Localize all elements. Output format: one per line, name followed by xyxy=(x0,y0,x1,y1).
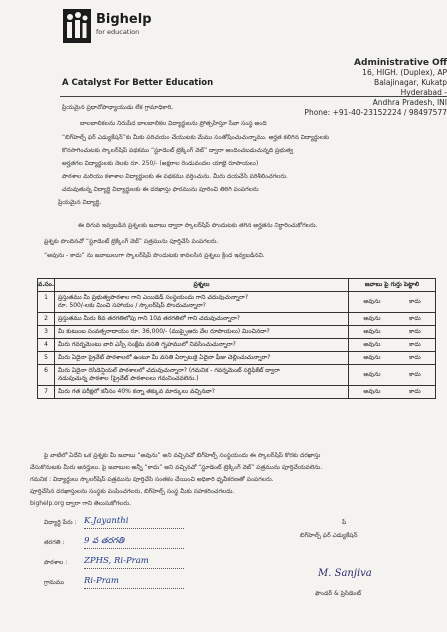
office-title: Administrative Off xyxy=(354,58,447,68)
field-value-student-name[interactable]: K.Jayanthi xyxy=(84,516,129,526)
table-row xyxy=(38,338,435,351)
answer-yes[interactable]: అవును xyxy=(363,298,381,305)
body-line: పాఠశాల మరియు కళాశాల విద్యార్థులకు ఈ పథకము వర్తించును. మీరు దయచేసి పరిశీలించగలరు. xyxy=(62,173,288,180)
row-number: 7 xyxy=(38,386,55,398)
answer-cell xyxy=(349,365,435,385)
brand-name: Bighelp xyxy=(96,12,152,27)
address-line: 16, HIGH. (Duplex), AP xyxy=(362,68,447,77)
table-row xyxy=(38,291,435,312)
table-row xyxy=(38,385,435,398)
answer-no[interactable]: కాదు xyxy=(409,315,421,322)
answer-cell xyxy=(349,292,435,312)
answer-yes[interactable]: అవును xyxy=(363,354,381,361)
field-underline xyxy=(84,568,184,569)
address-line: Hyderabad - xyxy=(400,88,447,97)
body-line: చదువుతున్న విద్యార్థి విద్యార్థులకు ఈ దరఖాస్తు ఫారమును పూరించి తిరిగి పంపగలరు xyxy=(62,186,259,193)
field-underline xyxy=(84,528,184,529)
footer-line: bighelp.org ద్వారా గాని తెలుసుకోగలరు. xyxy=(30,500,132,507)
body-line: కొనసాగించుటకు స్కాలర్‌షిప్ పథకము “స్టూడెంట్ ట్రెక్కింగ్ వెబ్” ద్వారా అందించబడుచున్నది ప్రభుత్వ xyxy=(62,147,294,154)
footer-line: గమనిక : విద్యార్థులు స్కాలర్‌షిప్ పత్రమును పూర్తిచేసి సంతకం చేయించి అధికారి ధృవీకరణతో పంపగలరు. xyxy=(30,476,274,483)
answer-no[interactable]: కాదు xyxy=(409,328,421,335)
answer-cell xyxy=(349,326,435,338)
eligibility-table xyxy=(37,278,436,399)
salutation: ప్రియమైన ప్రధానోపాధ్యాయుడు లేక గ్రామాధికారి, xyxy=(62,104,174,111)
table-row xyxy=(38,325,435,338)
student-salutation: ప్రియమైన విద్యార్థి, xyxy=(58,199,102,206)
table-row xyxy=(38,364,435,385)
brand-subtitle: for education xyxy=(96,28,140,36)
question-text xyxy=(55,326,349,338)
question-line: ప్రస్తుతము మీ ప్రభుత్వపాఠశాల గాని ఎయిడెడ్ సంస్థయందు గాని చదువుచున్నారా? xyxy=(58,294,249,301)
answer-cell xyxy=(349,386,435,398)
from-label: పీ xyxy=(342,519,347,526)
body-line: ఈ దిగువ ఇవ్వబడిన ప్రశ్నలకు జవాబు ద్వారా స్కాలర్‌షిప్ పొందుటకు తగిన అర్హతను నిర్ధారించుకోగలరు. xyxy=(78,222,318,229)
question-text xyxy=(55,339,349,351)
body-line: ఫ్రశ్నకు పొందినచో “స్టూడెంట్ ట్రెక్కింగ్ వెబ్” పత్రమును పూర్తిచేసి పంపగలరు. xyxy=(44,238,219,245)
organization-name: బిగ్‌హెల్ప్ ఫర్ ఎడ్యుకేషన్ xyxy=(300,532,358,539)
address-line: Balajinagar, Kukatp xyxy=(374,78,447,87)
field-underline xyxy=(84,548,184,549)
field-value-village[interactable]: Ri-Pram xyxy=(84,576,119,586)
row-number: 1 xyxy=(38,292,55,312)
tagline: A Catalyst For Better Education xyxy=(62,78,214,88)
question-line: నడుపుచున్న పాఠశాల (ప్రైవేట్ పాఠశాలలు గమనించవలెను.) xyxy=(58,375,199,382)
field-value-class[interactable]: 9 వ తరగతి xyxy=(84,536,125,546)
field-label-village: గ్రామము xyxy=(44,579,65,586)
footer-line: పై వాటిలో ఏదేని ఒక ప్రశ్నకు మీ జవాబు “అవును” అని వచ్చినచో బిగ్‌హెల్ప్ సంస్థయందు ఈ స్కాలర్‌షిప్ కొరకు దరఖాస్తు xyxy=(44,452,321,459)
table-header-row xyxy=(38,279,435,291)
answer-no[interactable]: కాదు xyxy=(409,298,421,305)
answer-no[interactable]: కాదు xyxy=(409,354,421,361)
row-number: 2 xyxy=(38,313,55,325)
answer-cell xyxy=(349,352,435,364)
designation: ఫౌండర్ & ప్రెసిడెంట్ xyxy=(315,590,362,597)
question-line: మీ కుటుంబ సంవత్సరాదాయం రూ. 36,000/- (ముప్పైఆరు వేల రూపాయలు) మించినదా? xyxy=(58,328,270,335)
question-text xyxy=(55,386,349,398)
row-number: 4 xyxy=(38,339,55,351)
question-text xyxy=(55,365,349,385)
field-label-class: తరగతి : xyxy=(44,539,65,546)
question-line: ప్రస్తుతము మీరు 8వ తరగతిలోపు గాని 10వ తరగతిలో గాని చదువుచున్నారా? xyxy=(58,315,240,322)
table-row xyxy=(38,312,435,325)
body-line: “బిగ్‌హెల్ప్ ఫర్ ఎడ్యుకేషన్”కు మీకు పరిచయం చేయుటకు మేము సంతోషించుచున్నాము. అర్హత కలిగిన విద్యార్థులకు xyxy=(62,134,330,141)
letterhead-divider xyxy=(60,96,447,97)
question-text xyxy=(55,313,349,325)
question-text xyxy=(55,352,349,364)
address-line: Andhra Pradesh, INI xyxy=(372,98,447,107)
question-line: రూ. 500/-లకు మించి సహాయం / స్కాలర్‌షిప్ పొందుచున్నారా? xyxy=(58,302,206,309)
bighelp-logo-icon xyxy=(63,9,91,43)
answer-no[interactable]: కాదు xyxy=(409,388,421,395)
answer-yes[interactable]: అవును xyxy=(363,388,381,395)
question-text xyxy=(55,292,349,312)
body-line: బాలబాలికలను నిరుపేద బాలబాలికల విద్యార్థులను ప్రోత్సహిస్తూ సేవా సంస్థ అంది xyxy=(80,120,267,127)
table-row xyxy=(38,351,435,364)
footer-line: పూర్తిచేసిన దరఖాస్తులను సంస్థకు పంపించగలరు, బిగ్‌హెల్ప్ సంస్థ మీకు సహకరించగలదు. xyxy=(30,488,235,495)
row-number: 6 xyxy=(38,365,55,385)
question-line: మీరు ఏదైనా ప్రైవేట్ పాఠశాలలో ఉంటూ మీ వసతి ఏర్పాటుకై ఏదైనా ఫీజు చెల్లించుచున్నారా? xyxy=(58,354,271,361)
row-number: 5 xyxy=(38,352,55,364)
answer-no[interactable]: కాదు xyxy=(409,371,421,378)
column-header-number: వ.సం. xyxy=(38,279,55,291)
body-line: అర్హతగల విద్యార్థులకు నెలకు రూ. 250/- (అక్షరాల రెండువందల యాభై రూపాయలు) xyxy=(62,160,259,167)
question-line: మీరు గవర్నమెంటు వారి ఎస్సీ సంక్షేమ వసతి గృహములో నివసించుచున్నారా? xyxy=(58,341,236,348)
column-header-question: ప్రశ్నలు xyxy=(55,279,349,291)
answer-cell xyxy=(349,339,435,351)
answer-no[interactable]: కాదు xyxy=(409,341,421,348)
answer-yes[interactable]: అవును xyxy=(363,315,381,322)
field-underline xyxy=(84,588,184,589)
question-line: మీరు ఏదైనా రెసిడెన్షియల్ పాఠశాలలో చదువుచున్నారా? (గమనిక - గవర్నమెంట్ సర్టిఫికేట్ ద్వారా xyxy=(58,367,280,374)
field-label-school: పాఠశాల : xyxy=(44,559,68,566)
field-value-school[interactable]: ZPHS, Ri-Pram xyxy=(84,556,149,566)
footer-line: చేసుకొనుటకు మీరు అనర్హులు. పై జవాబుల అన్నీ “కాదు” అని వచ్చినచో “స్టూడెంట్ ట్రెక్కింగ్ వెబ్” పత్రమును పూర్తిచేయవలెను. xyxy=(30,464,323,471)
body-line: “అవును - కాదు” ను జవాబులుగా స్కాలర్‌షిప్ పొందుటకు కావలసిన ప్రశ్నలు క్రింద ఇవ్వబడినవి. xyxy=(44,252,265,259)
field-label-student-name: విద్యార్థి పేరు : xyxy=(44,519,77,526)
signature: M. Sanjiva xyxy=(318,568,372,579)
answer-yes[interactable]: అవును xyxy=(363,328,381,335)
answer-yes[interactable]: అవును xyxy=(363,371,381,378)
answer-yes[interactable]: అవును xyxy=(363,341,381,348)
column-header-answer: జవాబు పై గుర్తు పెట్టాలి xyxy=(364,281,420,288)
phone-line: Phone: +91-40-23152224 / 98497577 xyxy=(304,108,447,117)
answer-cell xyxy=(349,313,435,325)
question-line: మీరు గత పరీక్షలో కనీసం 40% కన్నా తక్కువ మార్కులు వచ్చినవా? xyxy=(58,388,215,395)
row-number: 3 xyxy=(38,326,55,338)
